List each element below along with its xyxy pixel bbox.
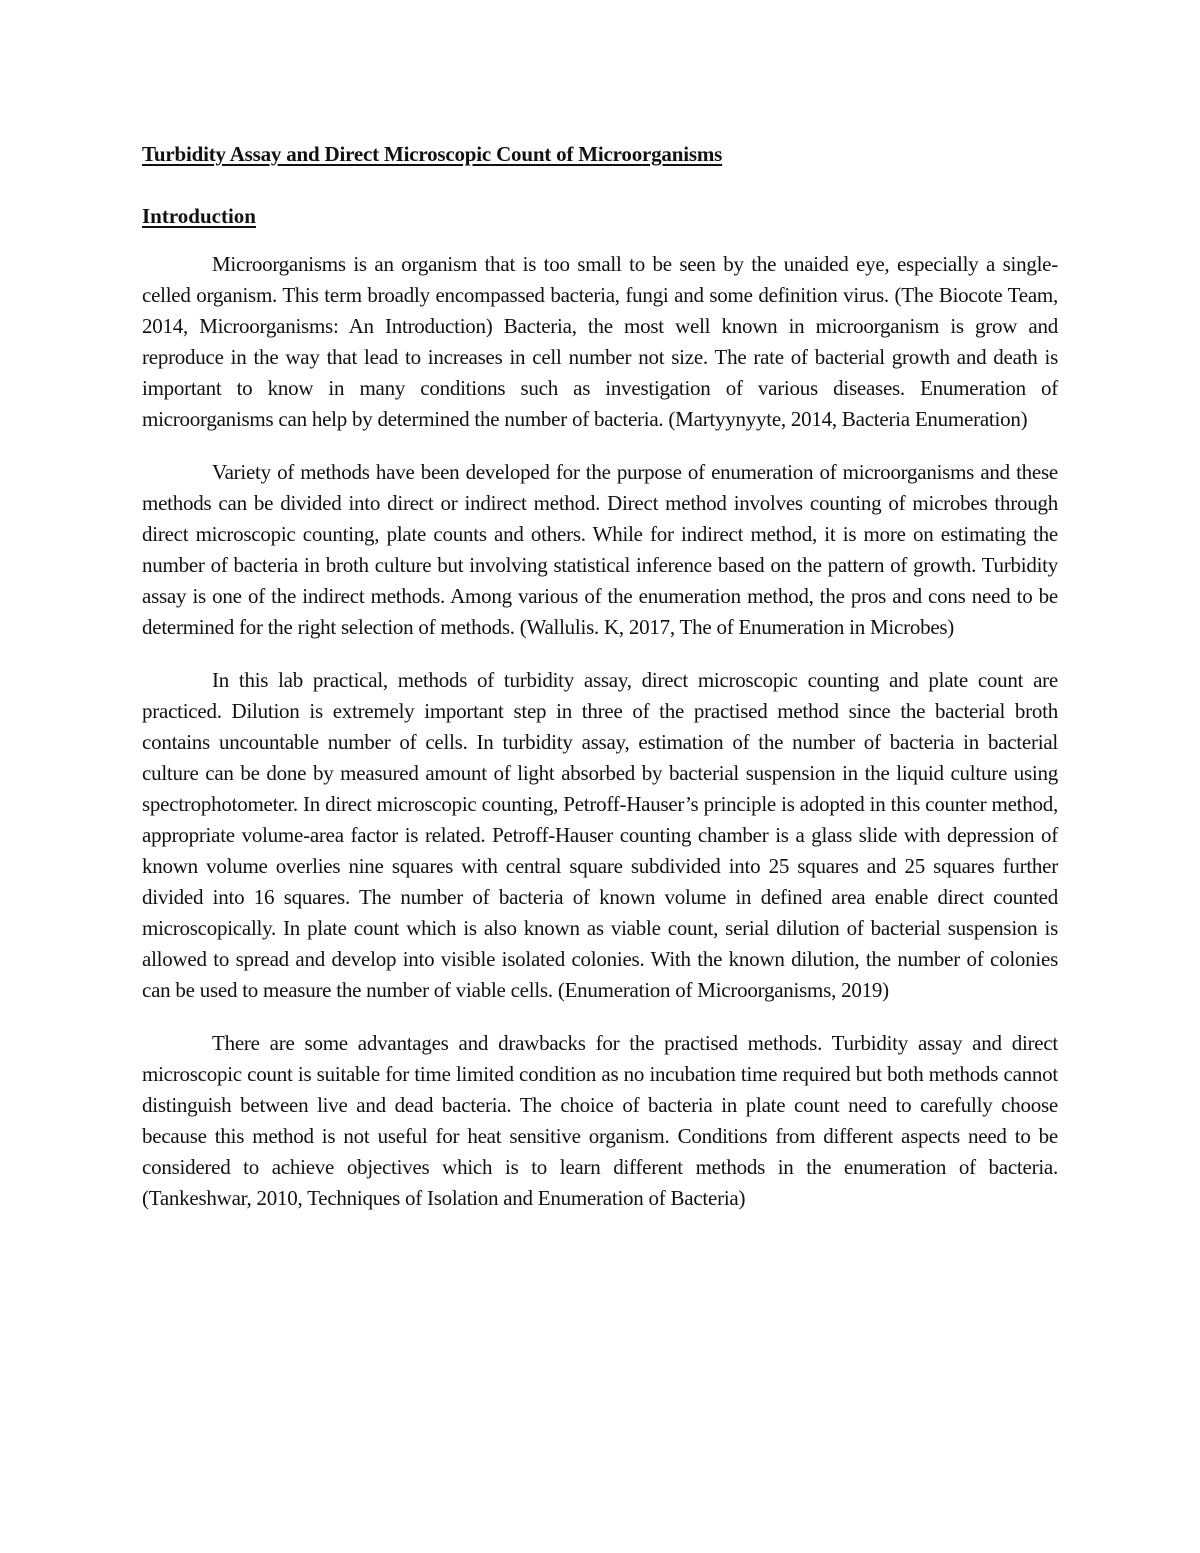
- paragraph-2: Variety of methods have been developed for the purpose of enumeration of microorganisms and these methods can be divided into direct or indirect method. Direct method involves counting of microbes through direct microscopic counting, plate counts and others. While for indirect method, it is more on estimating the number of bacteria in broth culture but involving statistical inference based on the pattern of growth. Turbidity assay is one of the indirect methods. Among various of the enumeration method, the pros and cons need to be determined for the right selection of methods. (Wallulis. K, 2017, The of Enumeration in Microbes): [142, 460, 1058, 639]
- document-title: Turbidity Assay and Direct Microscopic Count of Microorganisms: [142, 142, 723, 166]
- section-heading-introduction: Introduction: [142, 204, 256, 228]
- paragraph-4: There are some advantages and drawbacks for the practised methods. Turbidity assay and direct microscopic count is suitable for time limited condition as no incubation time required but both methods cannot distinguish between live and dead bacteria. The choice of bacteria in plate count need to carefully choose because this method is not useful for heat sensitive organism. Conditions from different aspects need to be considered to achieve objectives which is to learn different methods in the enumeration of bacteria. (Tankeshwar, 2010, Techniques of Isolation and Enumeration of Bacteria): [142, 1031, 1058, 1210]
- document-page: [142, 138, 1058, 1214]
- paragraph-3: In this lab practical, methods of turbidity assay, direct microscopic counting and plate count are practiced. Dilution is extremely important step in three of the practised method since the bacterial broth contains uncountable number of cells. In turbidity assay, estimation of the number of bacteria in bacterial culture can be done by measured amount of light absorbed by bacterial suspension in the liquid culture using spectrophotometer. In direct microscopic counting, Petroff-Hauser’s principle is adopted in this counter method, appropriate volume-area factor is related. Petroff-Hauser counting chamber is a glass slide with depression of known volume overlies nine squares with central square subdivided into 25 squares and 25 squares further divided into 16 squares. The number of bacteria of known volume in defined area enable direct counted microscopically. In plate count which is also known as viable count, serial dilution of bacterial suspension is allowed to spread and develop into visible isolated colonies. With the known dilution, the number of colonies can be used to measure the number of viable cells. (Enumeration of Microorganisms, 2019): [142, 668, 1058, 1002]
- paragraph-1: Microorganisms is an organism that is too small to be seen by the unaided eye, especially a single-celled organism. This term broadly encompassed bacteria, fungi and some definition virus. (The Biocote Team, 2014, Microorganisms: An Introduction) Bacteria, the most well known in microorganism is grow and reproduce in the way that lead to increases in cell number not size. The rate of bacterial growth and death is important to know in many conditions such as investigation of various diseases. Enumeration of microorganisms can help by determined the number of bacteria. (Martyynyyte, 2014, Bacteria Enumeration): [142, 252, 1058, 431]
